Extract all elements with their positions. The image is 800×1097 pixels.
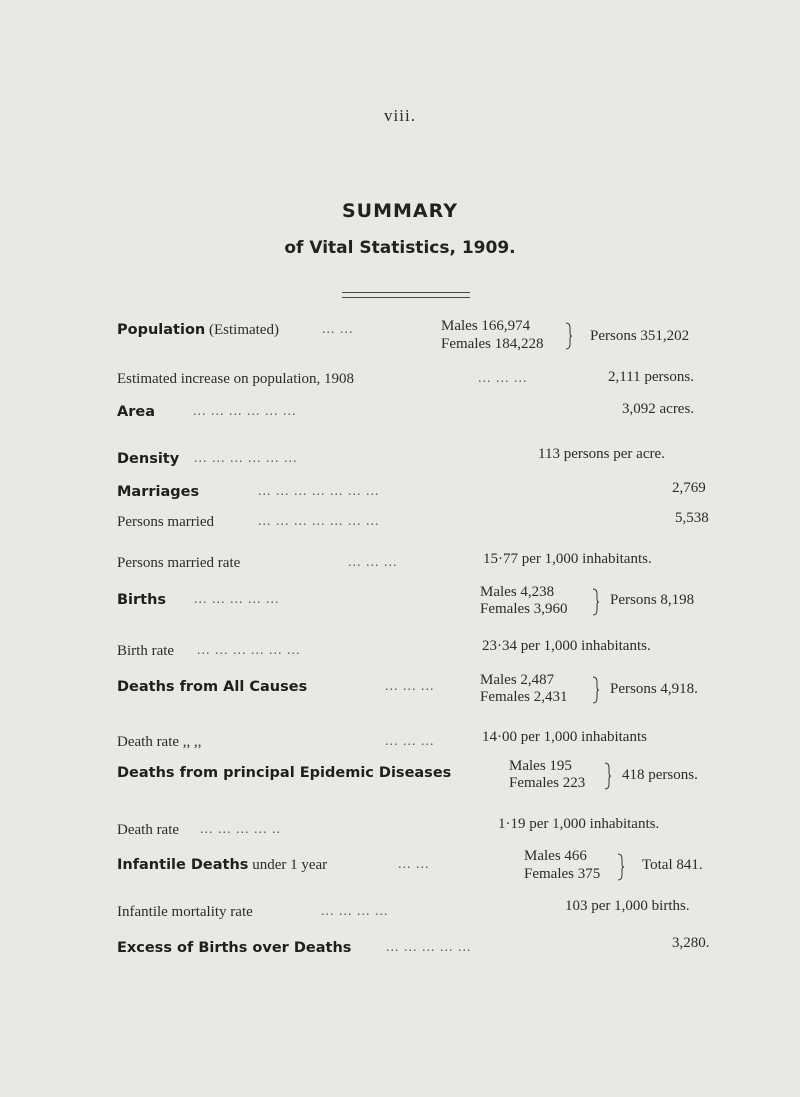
infantile-rate-label: Infantile mortality rate bbox=[117, 904, 253, 920]
epidemic-label bbox=[117, 765, 451, 782]
excess-label-text: Excess of Births over Deaths bbox=[117, 940, 352, 956]
infantile-rate-dots: ... ... ... ... bbox=[321, 904, 389, 919]
population-males: Males 166,974 bbox=[441, 318, 531, 334]
excess-label bbox=[117, 940, 351, 957]
births-total: Persons 8,198 bbox=[610, 592, 695, 608]
death-rate-value: 14·00 per 1,000 inhabitants bbox=[482, 729, 647, 745]
epidemic-rate-value: 1·19 per 1,000 inhabitants. bbox=[498, 816, 660, 832]
birth-rate-label: Birth rate bbox=[117, 643, 175, 659]
infantile-females: Females 375 bbox=[524, 866, 601, 882]
marriages-label bbox=[117, 484, 199, 501]
epidemic-total: 418 persons. bbox=[622, 767, 698, 783]
births-males: Males 4,238 bbox=[480, 584, 555, 600]
page-subtitle: of Vital Statistics, 1909. bbox=[284, 238, 516, 258]
infantile-dots: ... ... bbox=[398, 857, 430, 872]
area-dots: ... ... ... ... ... ... bbox=[193, 404, 297, 419]
births-dots: ... ... ... ... ... bbox=[194, 592, 280, 607]
page-title: SUMMARY bbox=[342, 200, 458, 222]
epidemic-rate-label: Death rate bbox=[117, 822, 180, 838]
infantile-rate-value: 103 per 1,000 births. bbox=[565, 898, 690, 914]
page-number: viii. bbox=[384, 106, 416, 125]
excess-dots: ... ... ... ... ... bbox=[386, 940, 472, 955]
births-label-text: Births bbox=[117, 592, 167, 608]
marriages-dots: ... ... ... ... ... ... ... bbox=[258, 484, 380, 499]
area-label bbox=[117, 404, 155, 421]
excess-value: 3,280. bbox=[672, 935, 710, 951]
increase-label: Estimated increase on population, 1908 bbox=[117, 371, 355, 387]
density-label bbox=[117, 451, 179, 468]
population-females: Females 184,228 bbox=[441, 336, 544, 352]
epidemic-females: Females 223 bbox=[509, 775, 586, 791]
death-rate-dots: ... ... ... bbox=[385, 734, 435, 749]
population-brace bbox=[565, 322, 573, 350]
epidemic-brace bbox=[604, 762, 612, 790]
deaths-total: Persons 4,918. bbox=[610, 681, 698, 697]
density-label-text: Density bbox=[117, 451, 180, 467]
infantile-label-extra: under 1 year bbox=[252, 857, 328, 873]
marriages-value: 2,769 bbox=[672, 480, 706, 496]
persons-married-dots: ... ... ... ... ... ... ... bbox=[258, 514, 380, 529]
density-dots: ... ... ... ... ... ... bbox=[194, 451, 298, 466]
area-value: 3,092 acres. bbox=[622, 401, 695, 417]
infantile-brace bbox=[617, 853, 625, 881]
population-label-extra: (Estimated) bbox=[208, 322, 279, 338]
deaths-females: Females 2,431 bbox=[480, 689, 568, 705]
population-label-bold: Population bbox=[117, 322, 206, 338]
epidemic-label-text: Deaths from principal Epidemic Diseases bbox=[117, 765, 452, 781]
married-rate-value: 15·77 per 1,000 inhabitants. bbox=[483, 551, 652, 567]
infantile-total: Total 841. bbox=[642, 857, 703, 873]
persons-married-value: 5,538 bbox=[675, 510, 709, 526]
births-brace bbox=[592, 588, 600, 616]
increase-value: 2,111 persons. bbox=[608, 369, 694, 385]
population-dots: ... ... bbox=[322, 322, 354, 337]
epidemic-males: Males 195 bbox=[509, 758, 572, 774]
double-rule-divider bbox=[342, 292, 470, 298]
population-label bbox=[117, 322, 279, 339]
infantile-label bbox=[117, 857, 327, 874]
births-females: Females 3,960 bbox=[480, 601, 568, 617]
persons-married-label: Persons married bbox=[117, 514, 215, 530]
deaths-label bbox=[117, 679, 307, 696]
population-total: Persons 351,202 bbox=[590, 328, 690, 344]
infantile-males: Males 466 bbox=[524, 848, 587, 864]
deaths-males: Males 2,487 bbox=[480, 672, 555, 688]
deaths-brace bbox=[592, 676, 600, 704]
births-label bbox=[117, 592, 166, 609]
infantile-label-bold: Infantile Deaths bbox=[117, 857, 249, 873]
birth-rate-value: 23·34 per 1,000 inhabitants. bbox=[482, 638, 651, 654]
marriages-label-text: Marriages bbox=[117, 484, 200, 500]
deaths-dots: ... ... ... bbox=[385, 679, 435, 694]
married-rate-dots: ... ... ... bbox=[348, 555, 398, 570]
married-rate-label: Persons married rate bbox=[117, 555, 241, 571]
epidemic-rate-dots: ... ... ... ... .. bbox=[200, 822, 281, 837]
death-rate-label: Death rate ,, ,, bbox=[117, 734, 202, 750]
deaths-label-text: Deaths from All Causes bbox=[117, 679, 308, 695]
birth-rate-dots: ... ... ... ... ... ... bbox=[197, 643, 301, 658]
density-value: 113 persons per acre. bbox=[538, 446, 665, 462]
increase-dots: ... ... ... bbox=[478, 371, 528, 386]
area-label-text: Area bbox=[117, 404, 155, 420]
